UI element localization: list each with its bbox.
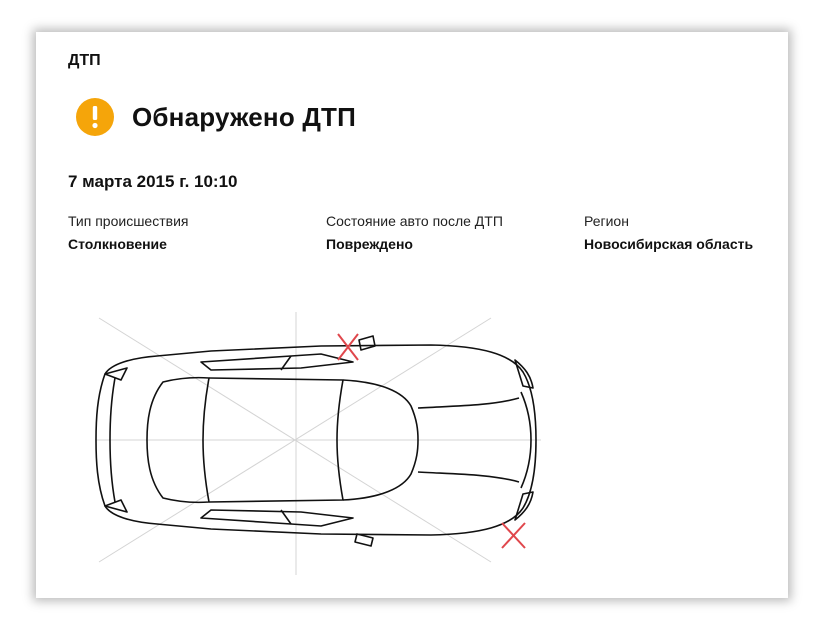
incident-card <box>36 32 788 598</box>
damage-marker-front-right <box>502 523 525 548</box>
diagram-guides <box>96 312 541 575</box>
car-state-value: Повреждено <box>326 236 413 252</box>
car-damage-diagram <box>91 310 551 585</box>
warning-icon <box>76 98 114 136</box>
region-label: Регион <box>584 213 629 229</box>
card-header: ДТП <box>68 52 101 69</box>
incident-datetime: 7 марта 2015 г. 10:10 <box>68 172 238 191</box>
car-outline <box>96 336 536 546</box>
alert-row <box>76 98 356 136</box>
alert-title: Обнаружено ДТП <box>132 101 357 132</box>
region-value: Новосибирская область <box>584 236 754 252</box>
incident-type-block <box>68 213 188 252</box>
damage-marker-mirror <box>338 334 358 360</box>
car-state-label: Состояние авто после ДТП <box>326 213 503 229</box>
incident-type-value: Столкновение <box>68 236 167 252</box>
incident-type-label: Тип происшествия <box>68 213 189 229</box>
region-block <box>584 213 753 252</box>
car-top-view-icon <box>91 310 551 580</box>
car-state-block <box>326 213 503 252</box>
